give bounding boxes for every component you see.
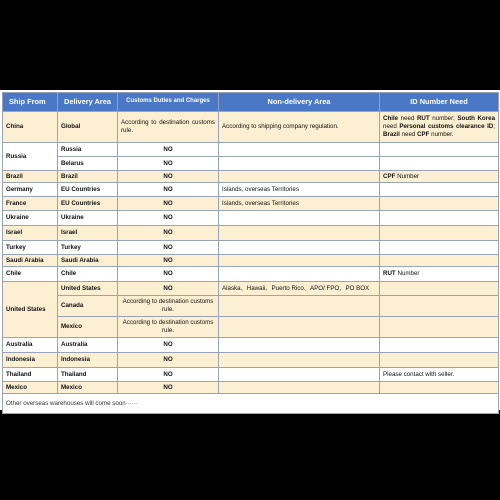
customs-cell: NO (118, 382, 219, 394)
ship-from-cell: Ukraine (3, 211, 58, 226)
id-need-cell (380, 282, 499, 296)
shipping-table (2, 92, 499, 414)
table-row (3, 353, 499, 368)
ship-from-cell: China (3, 112, 58, 143)
customs-cell: NO (118, 255, 219, 267)
id-text: need (398, 115, 417, 123)
delivery-area-cell: Turkey (58, 241, 118, 255)
table-row (3, 197, 499, 211)
id-text: CPF (383, 172, 396, 180)
table-row (3, 171, 499, 183)
header-ship-from: Ship From (3, 93, 58, 112)
ship-from-cell: Brazil (3, 171, 58, 183)
customs-cell: According to destination customs rule. (118, 112, 219, 143)
id-text: South Korea (457, 115, 496, 123)
non-delivery-cell: Alaska、Hawaii、Puerto Rico、APO/ FPO、PO BOX (219, 282, 380, 296)
id-need-cell (380, 226, 499, 241)
id-need-cell (380, 112, 499, 143)
customs-cell: NO (118, 171, 219, 183)
id-need-cell (380, 296, 499, 317)
customs-cell: NO (118, 211, 219, 226)
id-text: Number (395, 270, 420, 278)
footer-row (3, 394, 499, 414)
delivery-area-cell: Ukraine (58, 211, 118, 226)
footer-note: Other overseas warehouses will come soon······ (3, 394, 499, 414)
id-need-cell (380, 382, 499, 394)
delivery-area-cell: EU Countries (58, 183, 118, 197)
delivery-area-cell: Indonesia (58, 353, 118, 368)
customs-cell: According to destination customs rule. (118, 317, 219, 338)
table-row (3, 112, 499, 143)
non-delivery-cell (219, 317, 380, 338)
delivery-area-cell: Brazil (58, 171, 118, 183)
ship-from-cell: United States (3, 282, 58, 338)
customs-cell: NO (118, 241, 219, 255)
customs-cell: NO (118, 157, 219, 171)
id-text: Brazil (383, 130, 400, 138)
delivery-area-cell: Saudi Arabia (58, 255, 118, 267)
id-need-cell (380, 197, 499, 211)
non-delivery-cell (219, 226, 380, 241)
table-row (3, 296, 499, 317)
ship-from-cell: Indonesia (3, 353, 58, 368)
id-need-cell (380, 317, 499, 338)
delivery-area-cell: Australia (58, 338, 118, 353)
id-text: number. (429, 130, 454, 138)
table-row (3, 338, 499, 353)
id-text: Personal customs clearance ID (399, 123, 494, 131)
ship-from-cell: Israel (3, 226, 58, 241)
ship-from-cell: Australia (3, 338, 58, 353)
non-delivery-cell (219, 338, 380, 353)
table-row (3, 255, 499, 267)
header-row (3, 93, 499, 112)
id-text: number; (429, 115, 458, 123)
ship-from-cell: Germany (3, 183, 58, 197)
delivery-area-cell: EU Countries (58, 197, 118, 211)
non-delivery-cell (219, 171, 380, 183)
delivery-area-cell: Thailand (58, 368, 118, 382)
id-need-cell: Please contact with seller. (380, 368, 499, 382)
customs-cell: NO (118, 338, 219, 353)
header-customs: Customs Duties and Charges (118, 93, 219, 112)
delivery-area-cell: Canada (58, 296, 118, 317)
table-row (3, 241, 499, 255)
delivery-area-cell: Israel (58, 226, 118, 241)
non-delivery-cell: According to shipping company regulation. (219, 112, 380, 143)
non-delivery-cell (219, 382, 380, 394)
delivery-area-cell: Mexico (58, 382, 118, 394)
non-delivery-cell (219, 353, 380, 368)
table-row (3, 157, 499, 171)
customs-cell: NO (118, 282, 219, 296)
ship-from-cell: Turkey (3, 241, 58, 255)
ship-from-cell: France (3, 197, 58, 211)
non-delivery-cell (219, 296, 380, 317)
non-delivery-cell (219, 143, 380, 157)
header-non-delivery: Non-delivery Area (219, 93, 380, 112)
table-row (3, 183, 499, 197)
table-row (3, 382, 499, 394)
ship-from-cell: Saudi Arabia (3, 255, 58, 267)
header-id-need: ID Number Need (380, 93, 499, 112)
ship-from-cell: Mexico (3, 382, 58, 394)
customs-cell: According to destination customs rule. (118, 296, 219, 317)
customs-cell: NO (118, 226, 219, 241)
ship-from-cell: Chile (3, 267, 58, 282)
id-need-cell (380, 267, 499, 282)
shipping-policy-sheet (0, 90, 500, 410)
table-row (3, 226, 499, 241)
table-row (3, 143, 499, 157)
id-need-cell (380, 183, 499, 197)
table-row (3, 282, 499, 296)
id-need-cell (380, 211, 499, 226)
table-row (3, 317, 499, 338)
id-need-cell (380, 255, 499, 267)
non-delivery-cell (219, 267, 380, 282)
delivery-area-cell: Chile (58, 267, 118, 282)
non-delivery-cell: Islands, overseas Territories (219, 197, 380, 211)
id-text: Chile (383, 115, 399, 123)
id-text: RUT (383, 270, 396, 278)
delivery-area-cell: Global (58, 112, 118, 143)
customs-cell: NO (118, 353, 219, 368)
id-text: need (399, 130, 418, 138)
id-text: CPF (417, 130, 430, 138)
id-need-cell (380, 171, 499, 183)
table-row (3, 368, 499, 382)
id-need-cell (380, 338, 499, 353)
non-delivery-cell: Islands, overseas Territories (219, 183, 380, 197)
non-delivery-cell (219, 211, 380, 226)
customs-cell: NO (118, 143, 219, 157)
delivery-area-cell: Belarus (58, 157, 118, 171)
id-need-cell (380, 241, 499, 255)
customs-cell: NO (118, 183, 219, 197)
table-row (3, 267, 499, 282)
non-delivery-cell (219, 241, 380, 255)
customs-cell: NO (118, 368, 219, 382)
id-need-cell (380, 353, 499, 368)
non-delivery-cell (219, 157, 380, 171)
table-row (3, 211, 499, 226)
header-delivery-area: Delivery Area (58, 93, 118, 112)
delivery-area-cell: United States (58, 282, 118, 296)
non-delivery-cell (219, 368, 380, 382)
id-text: ; (493, 123, 495, 131)
id-need-cell (380, 157, 499, 171)
customs-cell: NO (118, 197, 219, 211)
ship-from-cell: Russia (3, 143, 58, 171)
customs-cell: NO (118, 267, 219, 282)
delivery-area-cell: Russia (58, 143, 118, 157)
id-text: need (383, 123, 400, 131)
non-delivery-cell (219, 255, 380, 267)
id-text: Number (395, 172, 420, 180)
id-need-cell (380, 143, 499, 157)
id-text: RUT (416, 115, 430, 123)
ship-from-cell: Thailand (3, 368, 58, 382)
delivery-area-cell: Mexico (58, 317, 118, 338)
